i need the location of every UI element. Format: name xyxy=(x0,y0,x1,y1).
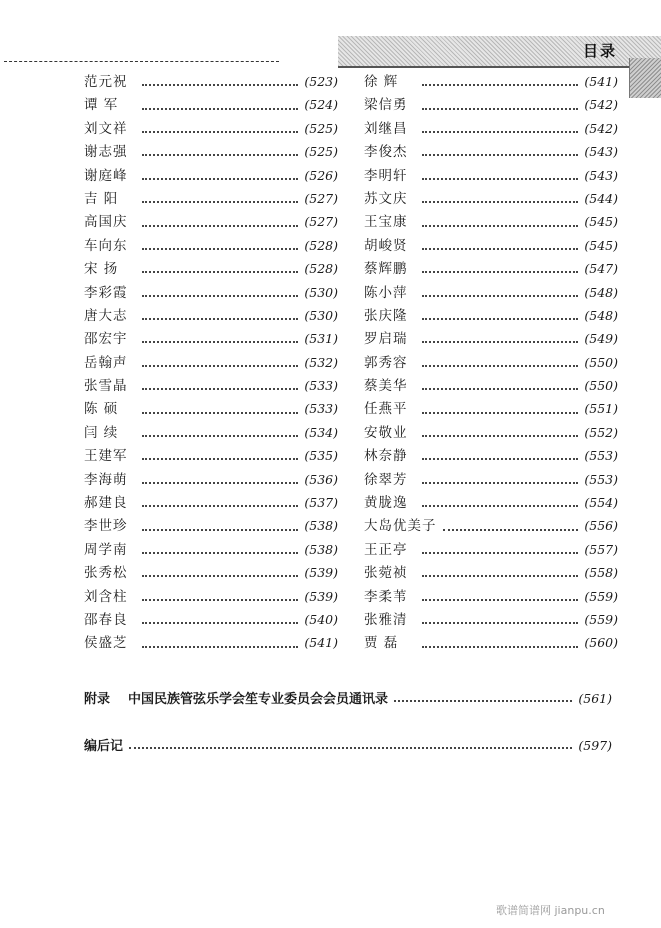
toc-entry[interactable] xyxy=(84,538,338,561)
entry-page-number: (550) xyxy=(584,354,618,370)
leader-dots xyxy=(142,387,298,390)
entry-page-number: (553) xyxy=(584,471,618,487)
leader-dots xyxy=(142,645,298,648)
toc-entry[interactable] xyxy=(84,421,338,444)
left-column xyxy=(84,70,338,655)
entry-name: 张雪晶 xyxy=(84,378,128,395)
leader-dots xyxy=(142,411,298,414)
toc-entry[interactable] xyxy=(364,234,618,257)
entry-page-number: (542) xyxy=(584,97,618,113)
leader-dots xyxy=(422,294,578,297)
entry-name: 李明轩 xyxy=(364,167,408,184)
toc-entry[interactable] xyxy=(364,351,618,374)
toc-entry[interactable] xyxy=(84,117,338,140)
toc-entry[interactable] xyxy=(364,538,618,561)
entry-page-number: (525) xyxy=(304,144,338,160)
toc-entry[interactable] xyxy=(84,444,338,467)
entry-name: 王正亭 xyxy=(364,541,408,558)
leader-dots xyxy=(422,551,578,554)
toc-entry[interactable] xyxy=(364,491,618,514)
toc-entry[interactable] xyxy=(84,187,338,210)
leader-dots xyxy=(422,130,578,133)
leader-dots xyxy=(142,364,298,367)
leader-dots xyxy=(142,177,298,180)
appendix-entry[interactable] xyxy=(84,688,612,707)
entry-page-number: (530) xyxy=(304,307,338,323)
toc-entry[interactable] xyxy=(84,374,338,397)
header-band xyxy=(338,36,661,68)
entry-name: 陈 硕 xyxy=(84,401,119,418)
entry-name: 李海萌 xyxy=(84,471,128,488)
entry-name: 大岛优美子 xyxy=(364,518,437,535)
entry-name: 林奈静 xyxy=(364,448,408,465)
toc-entry[interactable] xyxy=(364,257,618,280)
entry-page-number: (541) xyxy=(304,635,338,651)
leader-dots xyxy=(422,645,578,648)
entry-name: 张庆隆 xyxy=(364,307,408,324)
leader-dots xyxy=(422,317,578,320)
entry-page-number: (559) xyxy=(584,611,618,627)
entry-name: 高国庆 xyxy=(84,214,128,231)
entry-name: 郭秀容 xyxy=(364,354,408,371)
toc-entry[interactable] xyxy=(364,444,618,467)
entry-name: 任燕平 xyxy=(364,401,408,418)
leader-dots xyxy=(142,457,298,460)
toc-entry[interactable] xyxy=(84,281,338,304)
entry-name: 安敬业 xyxy=(364,424,408,441)
entry-name: 岳翰声 xyxy=(84,354,128,371)
edge-thumb-tab xyxy=(629,58,661,98)
entry-name: 张菀祯 xyxy=(364,565,408,582)
appendix-page-number: (561) xyxy=(578,691,612,706)
entry-name: 范元祝 xyxy=(84,74,128,90)
entry-name: 李柔苇 xyxy=(364,588,408,605)
leader-dots xyxy=(142,153,298,156)
header-dashed-rule xyxy=(4,61,279,62)
entry-name: 李世珍 xyxy=(84,518,128,535)
leader-dots xyxy=(422,481,578,484)
entry-page-number: (545) xyxy=(584,237,618,253)
toc-entry[interactable] xyxy=(364,70,618,93)
toc-entry[interactable] xyxy=(84,257,338,280)
leader-dots xyxy=(422,177,578,180)
entry-page-number: (528) xyxy=(304,237,338,253)
entry-name: 陈小萍 xyxy=(364,284,408,301)
leader-dots xyxy=(422,83,578,86)
entry-name: 唐大志 xyxy=(84,307,128,324)
entry-page-number: (559) xyxy=(584,588,618,604)
entry-name: 张雅清 xyxy=(364,611,408,628)
entry-page-number: (558) xyxy=(584,565,618,581)
leader-dots xyxy=(142,504,298,507)
entry-page-number: (540) xyxy=(304,611,338,627)
leader-dots xyxy=(142,621,298,624)
entry-page-number: (553) xyxy=(584,448,618,464)
entry-page-number: (557) xyxy=(584,541,618,557)
leader-dots xyxy=(142,130,298,133)
leader-dots xyxy=(142,200,298,203)
leader-dots xyxy=(142,528,298,531)
entry-name: 闫 续 xyxy=(84,424,119,441)
entry-page-number: (541) xyxy=(584,74,618,89)
toc-entry[interactable] xyxy=(364,514,618,537)
toc-entry[interactable] xyxy=(84,70,338,93)
leader-dots xyxy=(142,551,298,554)
entry-page-number: (549) xyxy=(584,331,618,347)
toc-entry[interactable] xyxy=(84,164,338,187)
entry-page-number: (525) xyxy=(304,120,338,136)
leader-dots xyxy=(443,528,579,531)
entry-page-number: (537) xyxy=(304,495,338,511)
entry-page-number: (530) xyxy=(304,284,338,300)
leader-dots xyxy=(129,746,572,749)
entry-name: 吉 阳 xyxy=(84,190,119,207)
entry-name: 罗启瑞 xyxy=(364,331,408,348)
leader-dots xyxy=(142,434,298,437)
toc-entry[interactable] xyxy=(364,327,618,350)
leader-dots xyxy=(422,200,578,203)
toc-entry[interactable] xyxy=(84,397,338,420)
leader-dots xyxy=(422,247,578,250)
leader-dots xyxy=(422,621,578,624)
toc-entry[interactable] xyxy=(84,234,338,257)
entry-page-number: (535) xyxy=(304,448,338,464)
entry-page-number: (524) xyxy=(304,97,338,113)
entry-page-number: (554) xyxy=(584,495,618,511)
leader-dots xyxy=(422,364,578,367)
entry-page-number: (550) xyxy=(584,378,618,394)
entry-page-number: (538) xyxy=(304,518,338,534)
leader-dots xyxy=(394,699,572,702)
afterword-entry[interactable] xyxy=(84,735,612,754)
entry-name: 胡峻贤 xyxy=(364,237,408,254)
toc-entry[interactable] xyxy=(84,631,338,654)
toc-entry[interactable] xyxy=(84,93,338,116)
page-title: 目录 xyxy=(582,42,617,60)
leader-dots xyxy=(422,504,578,507)
toc-entry[interactable] xyxy=(84,514,338,537)
entry-page-number: (527) xyxy=(304,190,338,206)
leader-dots xyxy=(422,574,578,577)
leader-dots xyxy=(422,270,578,273)
toc-entry[interactable] xyxy=(364,117,618,140)
entry-name: 蔡美华 xyxy=(364,378,408,395)
entry-name: 王建军 xyxy=(84,448,128,465)
entry-page-number: (547) xyxy=(584,261,618,277)
entry-page-number: (533) xyxy=(304,378,338,394)
entry-name: 李彩霞 xyxy=(84,284,128,301)
toc-entry[interactable] xyxy=(84,585,338,608)
toc-entry[interactable] xyxy=(364,210,618,233)
leader-dots xyxy=(422,387,578,390)
leader-dots xyxy=(142,107,298,110)
toc-entry[interactable] xyxy=(364,468,618,491)
appendix-label: 附录 xyxy=(84,692,111,707)
entry-name: 邵宏宇 xyxy=(84,331,128,348)
entry-name: 徐 辉 xyxy=(364,74,399,90)
entry-page-number: (544) xyxy=(584,190,618,206)
entry-page-number: (548) xyxy=(584,284,618,300)
leader-dots xyxy=(142,574,298,577)
afterword-page-number: (597) xyxy=(578,738,612,753)
leader-dots xyxy=(422,434,578,437)
entry-name: 张秀松 xyxy=(84,565,128,582)
entry-page-number: (543) xyxy=(584,167,618,183)
leader-dots xyxy=(422,153,578,156)
leader-dots xyxy=(422,224,578,227)
watermark: 歌谱简谱网 jianpu.cn xyxy=(496,904,605,917)
entry-page-number: (551) xyxy=(584,401,618,417)
toc-entry[interactable] xyxy=(364,397,618,420)
toc-entry[interactable] xyxy=(364,631,618,654)
afterword-label: 编后记 xyxy=(84,739,124,754)
toc-entry[interactable] xyxy=(84,608,338,631)
entry-page-number: (538) xyxy=(304,541,338,557)
appendix-title: 中国民族管弦乐学会笙专业委员会会员通讯录 xyxy=(128,692,389,707)
toc-entry[interactable] xyxy=(364,187,618,210)
entry-page-number: (548) xyxy=(584,307,618,323)
entry-page-number: (531) xyxy=(304,331,338,347)
entry-name: 蔡辉鹏 xyxy=(364,261,408,278)
entry-name: 宋 扬 xyxy=(84,261,119,278)
leader-dots xyxy=(142,317,298,320)
leader-dots xyxy=(422,340,578,343)
entry-page-number: (539) xyxy=(304,588,338,604)
entry-page-number: (526) xyxy=(304,167,338,183)
entry-name: 贾 磊 xyxy=(364,635,399,652)
toc-entry[interactable] xyxy=(84,491,338,514)
toc-entry[interactable] xyxy=(84,561,338,584)
leader-dots xyxy=(142,598,298,601)
entry-name: 谭 军 xyxy=(84,97,119,114)
leader-dots xyxy=(142,294,298,297)
entry-page-number: (527) xyxy=(304,214,338,230)
right-column xyxy=(364,70,618,655)
toc-entry[interactable] xyxy=(84,210,338,233)
entry-name: 谢志强 xyxy=(84,144,128,161)
entry-name: 郝建良 xyxy=(84,495,128,512)
leader-dots xyxy=(422,457,578,460)
entry-page-number: (528) xyxy=(304,261,338,277)
entry-page-number: (552) xyxy=(584,424,618,440)
leader-dots xyxy=(142,224,298,227)
leader-dots xyxy=(142,340,298,343)
toc-entry[interactable] xyxy=(364,93,618,116)
entry-name: 侯盛芝 xyxy=(84,635,128,652)
leader-dots xyxy=(142,83,298,86)
entry-page-number: (523) xyxy=(304,74,338,89)
entry-name: 李俊杰 xyxy=(364,144,408,161)
entry-page-number: (556) xyxy=(584,518,618,534)
entry-name: 刘继昌 xyxy=(364,120,408,137)
entry-name: 车向东 xyxy=(84,237,128,254)
toc-entry[interactable] xyxy=(84,468,338,491)
leader-dots xyxy=(422,107,578,110)
entry-page-number: (543) xyxy=(584,144,618,160)
entry-page-number: (532) xyxy=(304,354,338,370)
entry-page-number: (534) xyxy=(304,424,338,440)
toc-entry[interactable] xyxy=(364,421,618,444)
entry-name: 谢庭峰 xyxy=(84,167,128,184)
entry-name: 苏文庆 xyxy=(364,190,408,207)
toc-entry[interactable] xyxy=(84,304,338,327)
toc-entry[interactable] xyxy=(364,304,618,327)
entry-name: 周学南 xyxy=(84,541,128,558)
leader-dots xyxy=(142,247,298,250)
entry-page-number: (545) xyxy=(584,214,618,230)
entry-name: 刘含柱 xyxy=(84,588,128,605)
leader-dots xyxy=(142,270,298,273)
entry-page-number: (533) xyxy=(304,401,338,417)
entry-name: 徐翠芳 xyxy=(364,471,408,488)
toc-entry[interactable] xyxy=(84,327,338,350)
entry-name: 黄胧逸 xyxy=(364,495,408,512)
toc-entry[interactable] xyxy=(364,164,618,187)
entry-page-number: (536) xyxy=(304,471,338,487)
entry-page-number: (542) xyxy=(584,120,618,136)
toc-entry[interactable] xyxy=(84,140,338,163)
entry-name: 王宝康 xyxy=(364,214,408,231)
entry-page-number: (560) xyxy=(584,635,618,651)
toc-entry[interactable] xyxy=(364,281,618,304)
toc-entry[interactable] xyxy=(364,561,618,584)
leader-dots xyxy=(422,411,578,414)
toc-entry[interactable] xyxy=(84,351,338,374)
toc-entry[interactable] xyxy=(364,585,618,608)
entry-name: 邵春良 xyxy=(84,611,128,628)
entry-name: 刘文祥 xyxy=(84,120,128,137)
entry-name: 梁信勇 xyxy=(364,97,408,114)
entry-page-number: (539) xyxy=(304,565,338,581)
toc-entry[interactable] xyxy=(364,140,618,163)
toc-entry[interactable] xyxy=(364,608,618,631)
toc-entry[interactable] xyxy=(364,374,618,397)
leader-dots xyxy=(142,481,298,484)
leader-dots xyxy=(422,598,578,601)
